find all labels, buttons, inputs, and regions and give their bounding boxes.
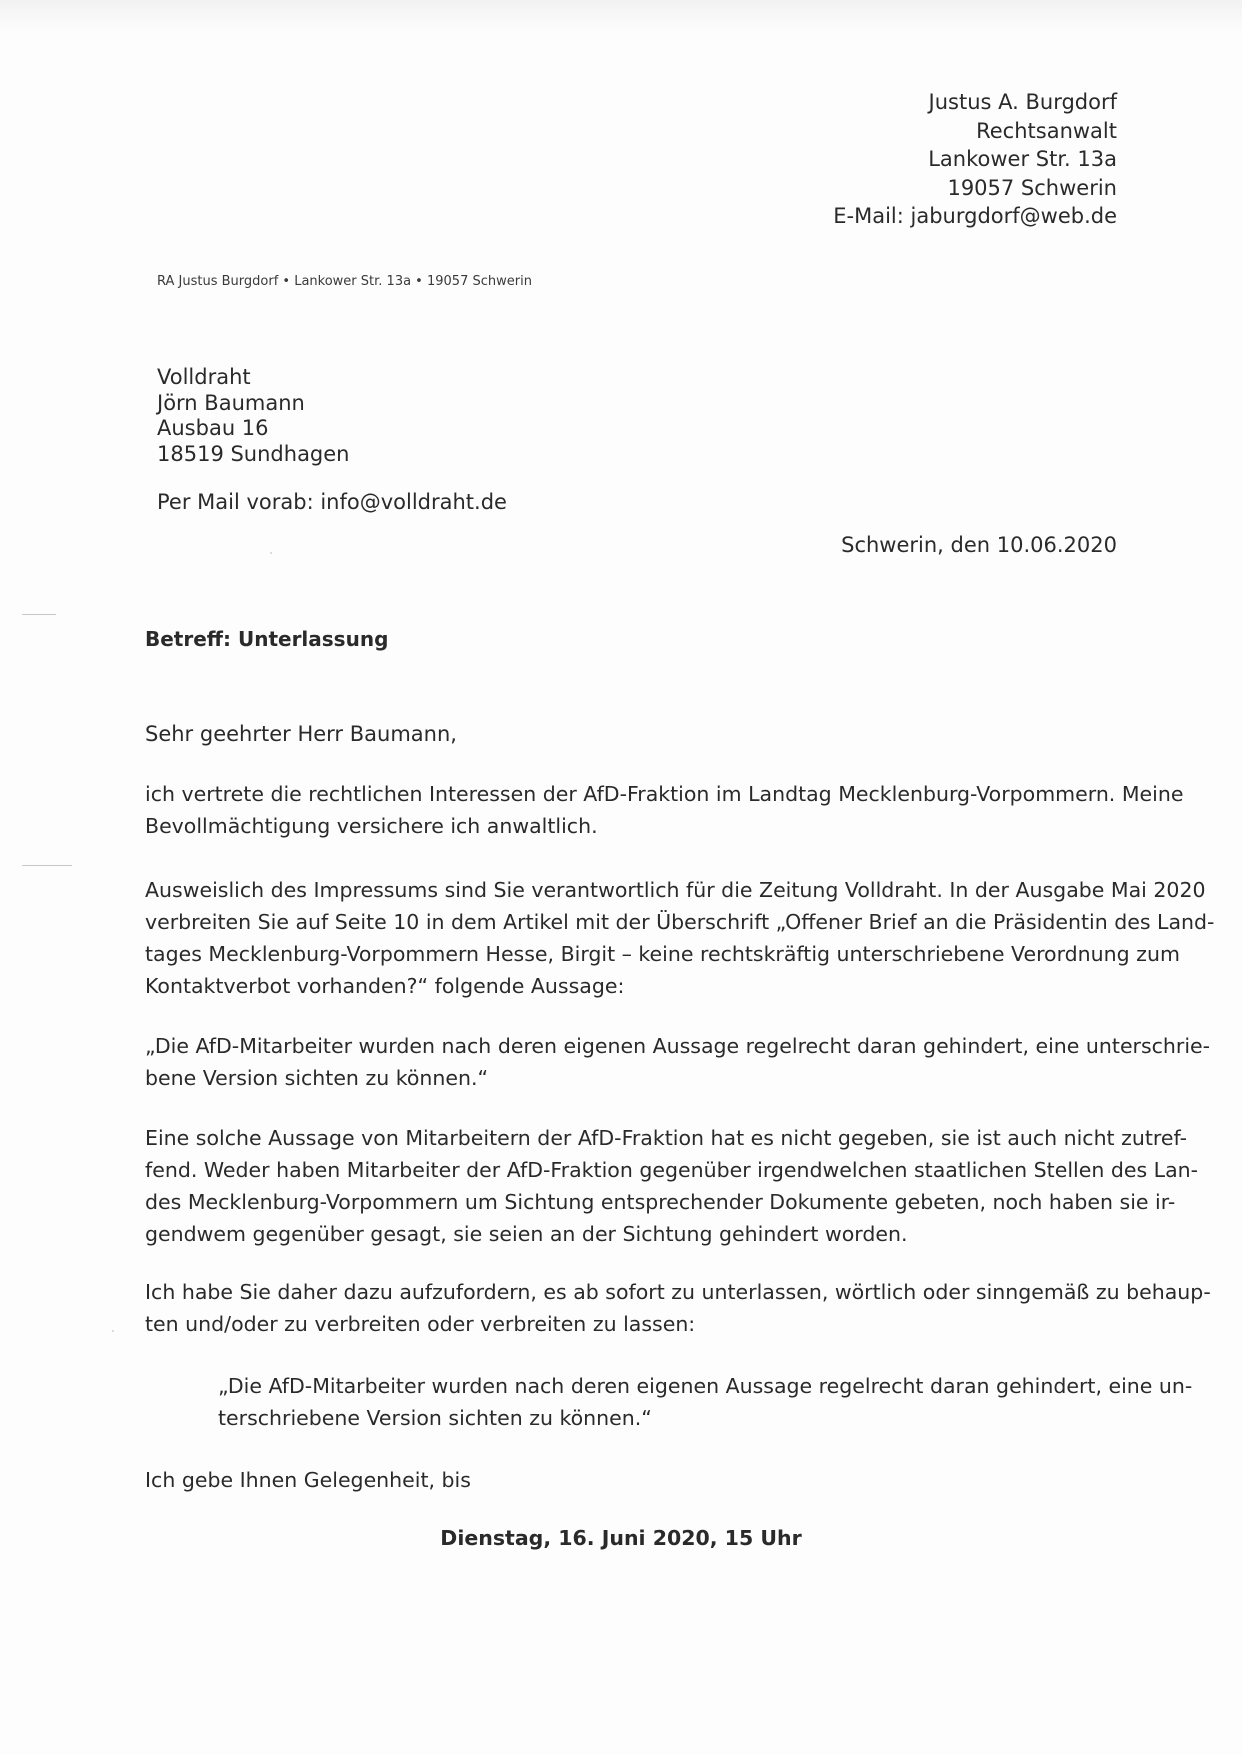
text-line: gendwem gegenüber gesagt, sie seien an der Sichtung gehindert worden. <box>145 1222 908 1246</box>
body-paragraph <box>145 1122 1199 1250</box>
body-paragraph <box>145 874 1215 1002</box>
recipient-line: Volldraht <box>157 365 251 389</box>
text-line: Bevollmächtigung versichere ich anwaltlich. <box>145 814 598 838</box>
sender-name: Justus A. Burgdorf <box>928 90 1117 114</box>
body-paragraph <box>145 1030 1211 1094</box>
text-line: verbreiten Sie auf Seite 10 in dem Artikel mit der Überschrift „Offener Brief an die Präsidentin des Land- <box>145 910 1215 934</box>
scan-edge <box>0 0 1242 34</box>
text-line: fend. Weder haben Mitarbeiter der AfD-Fraktion gegenüber irgendwelchen staatlichen Stellen des Lan- <box>145 1158 1199 1182</box>
body-paragraph <box>145 1276 1211 1340</box>
text-line: tages Mecklenburg-Vorpommern Hesse, Birgit – keine rechtskräftig unterschriebene Verordnung zum <box>145 942 1180 966</box>
sender-address <box>833 88 1117 231</box>
sender-city: 19057 Schwerin <box>947 175 1117 200</box>
return-address-line: RA Justus Burgdorf • Lankower Str. 13a • 19057 Schwerin <box>157 274 532 289</box>
text-line: ten und/oder zu verbreiten oder verbreiten zu lassen: <box>145 1312 696 1336</box>
text-line: Kontaktverbot vorhanden?“ folgende Aussage: <box>145 974 625 998</box>
text-line: terschriebene Version sichten zu können.“ <box>218 1406 652 1430</box>
text-line: „Die AfD-Mitarbeiter wurden nach deren eigenen Aussage regelrecht daran gehindert, eine un- <box>218 1374 1193 1398</box>
text-line: ich vertrete die rechtlichen Interessen der AfD-Fraktion im Landtag Mecklenburg-Vorpommern. Meine <box>145 782 1184 806</box>
block-quote <box>218 1370 1192 1434</box>
recipient-line: Jörn Baumann <box>157 390 305 415</box>
sender-email: E-Mail: jaburgdorf@web.de <box>833 204 1117 228</box>
scan-speck <box>112 1330 114 1332</box>
text-line: bene Version sichten zu können.“ <box>145 1066 489 1090</box>
body-paragraph <box>145 778 1184 842</box>
text-line: Ich habe Sie daher dazu aufzufordern, es ab sofort zu unterlassen, wörtlich oder sinngemäß zu behaup- <box>145 1280 1211 1304</box>
letter-date: Schwerin, den 10.06.2020 <box>841 533 1117 557</box>
scan-speck <box>270 552 272 554</box>
body-paragraph <box>145 1464 1130 1496</box>
text-line: Ausweislich des Impressums sind Sie verantwortlich für die Zeitung Volldraht. In der Ausgabe Mai 2020 <box>145 878 1206 902</box>
text-line: des Mecklenburg-Vorpommern um Sichtung entsprechender Dokumente gebeten, noch haben sie ir- <box>145 1190 1176 1214</box>
text-line: Ich gebe Ihnen Gelegenheit, bis <box>145 1468 471 1492</box>
sender-title: Rechtsanwalt <box>976 118 1117 143</box>
mail-notice: Per Mail vorab: info@volldraht.de <box>157 490 507 514</box>
deadline: Dienstag, 16. Juni 2020, 15 Uhr <box>440 1526 802 1550</box>
scan-mark <box>22 865 72 866</box>
salutation: Sehr geehrter Herr Baumann, <box>145 722 457 746</box>
recipient-address <box>157 365 350 467</box>
sender-street: Lankower Str. 13a <box>928 147 1117 171</box>
recipient-line: Ausbau 16 <box>157 416 269 440</box>
subject-line: Betreff: Unterlassung <box>145 627 389 651</box>
text-line: Eine solche Aussage von Mitarbeitern der AfD-Fraktion hat es nicht gegeben, sie ist auch nicht zutref- <box>145 1126 1187 1150</box>
text-line: „Die AfD-Mitarbeiter wurden nach deren eigenen Aussage regelrecht daran gehindert, eine unterschrie- <box>145 1034 1211 1058</box>
scan-mark <box>22 614 56 615</box>
recipient-line: 18519 Sundhagen <box>157 441 350 466</box>
